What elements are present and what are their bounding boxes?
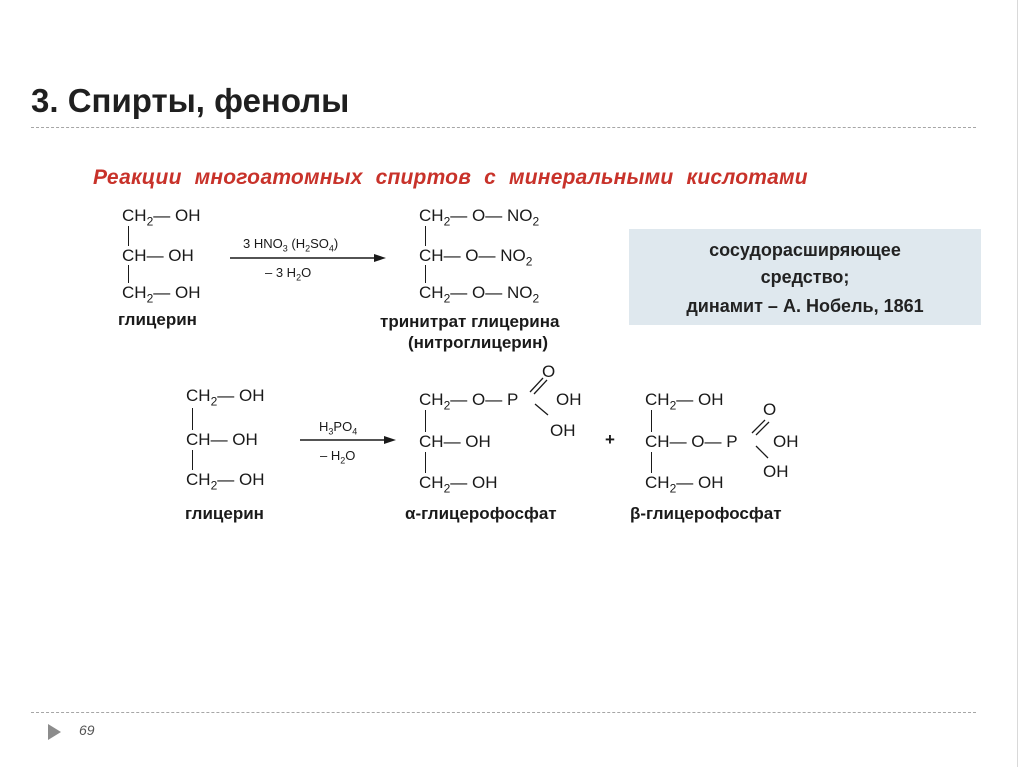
- r2-alpha-row1: $CH_2—$ O— P: [419, 390, 519, 413]
- info-box-line3: динамит – А. Нобель, 1861: [686, 296, 924, 316]
- r1-glycerol-row1: $CH_2—$ OH: [122, 206, 201, 229]
- r2-beta-p-oh2: OH: [763, 462, 789, 481]
- r2-reagent-bottom: – $H_2O$: [320, 448, 356, 466]
- r2-beta-phosphate-bonds: [730, 400, 790, 480]
- info-box: [629, 229, 981, 325]
- info-box-line1: сосудорасширяющее: [709, 240, 901, 260]
- r1-reagent-top: 3 $HNO_3$ $(H_2SO_4)$: [243, 236, 339, 254]
- r1-reactant-label: глицерин: [118, 310, 197, 329]
- r2-reaction-arrow: [298, 434, 398, 446]
- slide-marker-icon: [48, 724, 61, 740]
- r2-alpha-p-oh1: OH: [556, 390, 582, 409]
- r2-beta-p-oh1: OH: [773, 432, 799, 451]
- r1-nitro-row1: $CH_2—$ O— $NO_2$: [419, 206, 540, 229]
- r2-glycerol-row1: $CH_2—$ OH: [186, 386, 265, 409]
- footer-divider: [31, 712, 976, 713]
- title-divider: [31, 127, 976, 128]
- r2-alpha-row3: $CH_2—$ OH: [419, 473, 498, 496]
- r1-bond: [128, 226, 129, 246]
- r2-bond: [192, 450, 193, 470]
- r2-product1-label: α-глицерофосфат: [405, 504, 557, 523]
- r2-alpha-row2: CH— OH: [419, 432, 491, 451]
- r2-bond: [192, 408, 193, 430]
- r1-nitro-row3: $CH_2—$ O— $NO_2$: [419, 283, 540, 306]
- r1-nitro-row2: CH— O— $NO_2$: [419, 246, 533, 269]
- r1-bond: [128, 265, 129, 283]
- r2-alpha-phosphate-bonds: [500, 360, 560, 440]
- r2-beta-row1: $CH_2—$ OH: [645, 390, 724, 413]
- r2-beta-phosphoryl-o: O: [763, 400, 777, 419]
- r2-beta-row3: $CH_2—$ OH: [645, 473, 724, 496]
- r2-glycerol-row3: $CH_2—$ OH: [186, 470, 265, 493]
- r2-bond: [651, 410, 652, 432]
- r2-plus-sign: +: [605, 430, 615, 449]
- r2-bond: [425, 452, 426, 473]
- slide-title: 3. Спирты, фенолы: [31, 82, 350, 119]
- slide-right-border: [1017, 0, 1018, 767]
- r2-alpha-phosphoryl-o: O: [542, 362, 556, 381]
- page-number: 69: [79, 722, 95, 738]
- info-box-line2: средство;: [760, 267, 850, 287]
- r2-reactant-label: глицерин: [185, 504, 264, 523]
- r2-glycerol-row2: CH— OH: [186, 430, 258, 449]
- r2-bond: [425, 410, 426, 432]
- r2-bond: [651, 452, 652, 473]
- r1-product-label-line2: (нитроглицерин): [408, 333, 549, 352]
- r1-product-label-line1: тринитрат глицерина: [380, 312, 560, 331]
- slide-subtitle: Реакции многоатомных спиртов с минеральными кислотами: [93, 166, 808, 189]
- r2-beta-row2: CH— O— P: [645, 432, 738, 451]
- r2-product2-label: β-глицерофосфат: [630, 504, 782, 523]
- r1-reagent-bottom: – 3 $H_2O$: [265, 265, 312, 283]
- r1-glycerol-row3: $CH_2—$ OH: [122, 283, 201, 306]
- r1-bond: [425, 226, 426, 246]
- r2-reagent-top: $H_3PO_4$: [319, 419, 358, 437]
- r1-bond: [425, 265, 426, 283]
- r1-glycerol-row2: CH— OH: [122, 246, 194, 265]
- r1-reaction-arrow: [228, 252, 388, 264]
- r2-alpha-p-oh2: OH: [550, 421, 576, 440]
